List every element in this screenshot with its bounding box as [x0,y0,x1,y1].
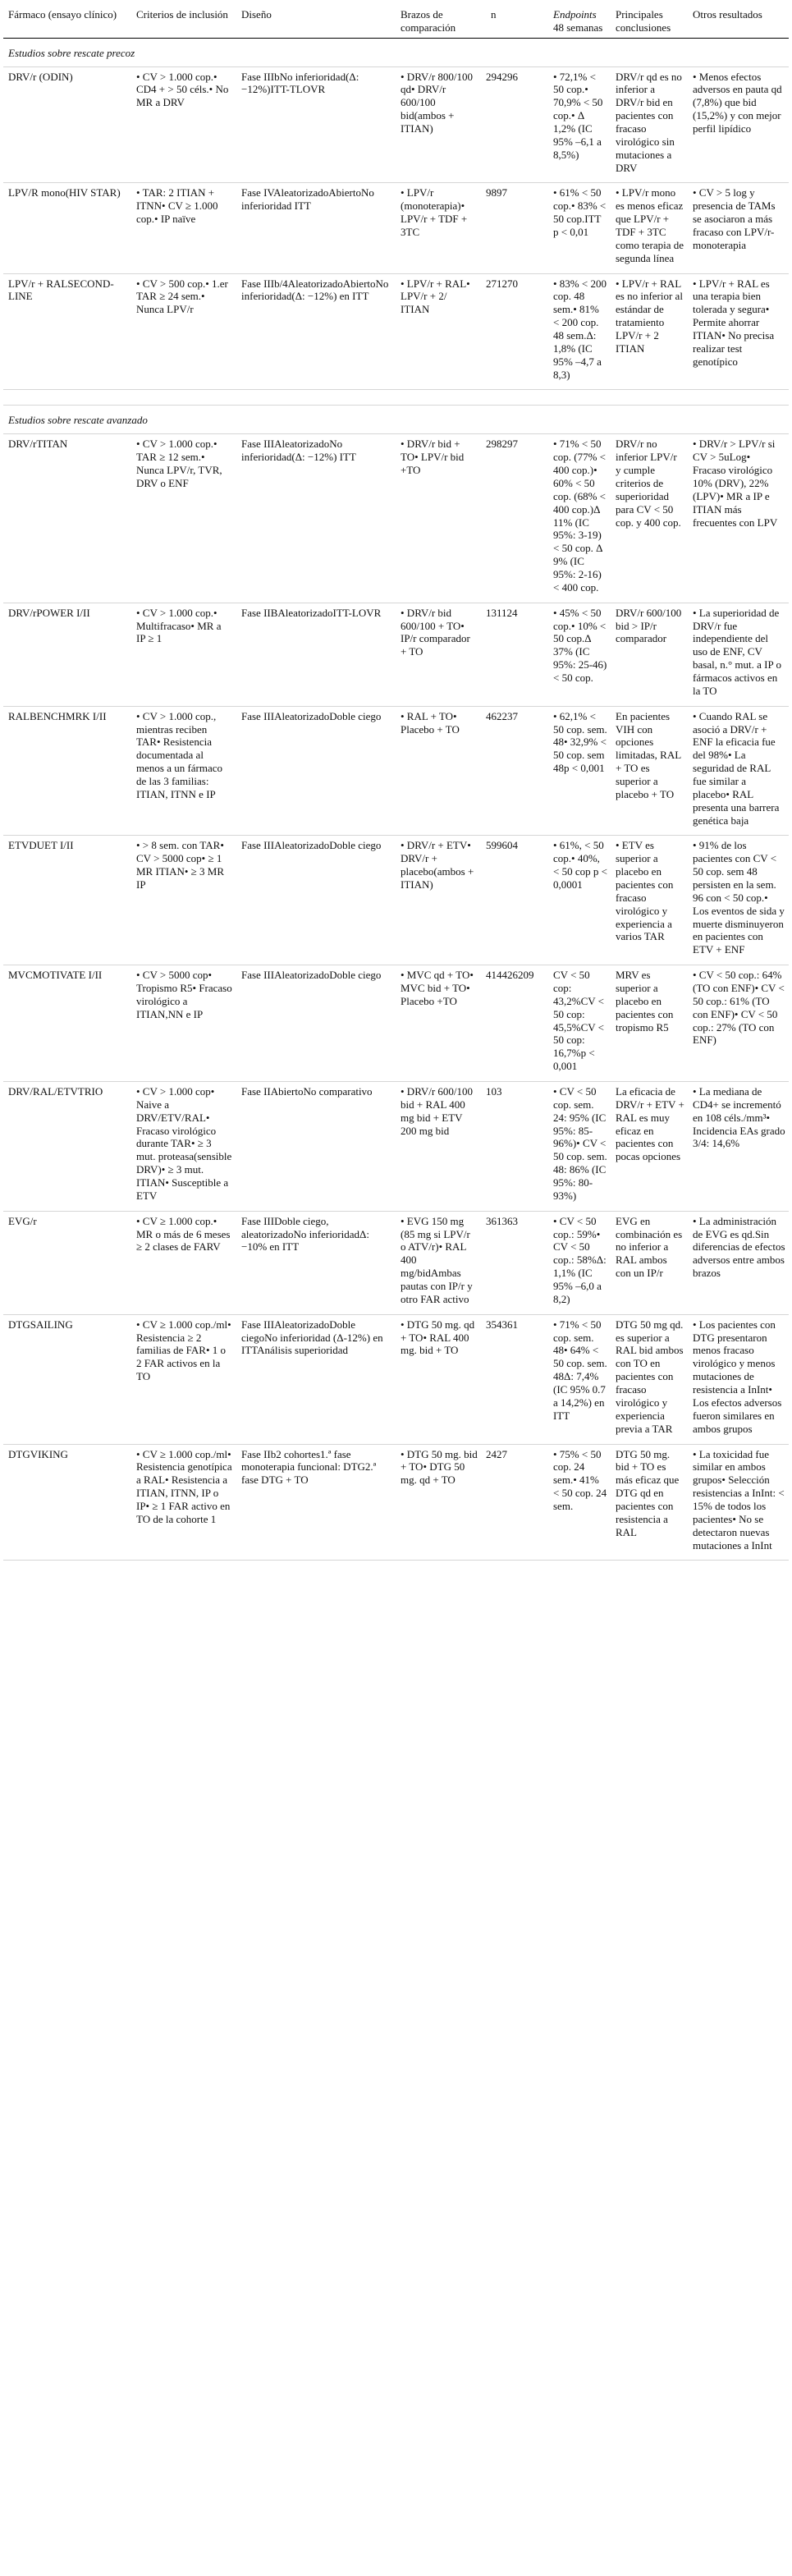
cell-conclusiones: La eficacia de DRV/r + ETV + RAL es muy eficaz en pacientes con pocas opciones [611,1082,688,1212]
header-criterios: Criterios de inclusión [131,3,236,38]
cell-brazos: • EVG 150 mg (85 mg si LPV/r o ATV/r)• RAL 400 mg/bidAmbas pautas con IP/r y otro FAR activo [396,1211,481,1314]
cell-farmaco: MVCMOTIVATE I/II [3,965,131,1082]
cell-criterios: • CV > 1.000 cop., mientras reciben TAR• Resistencia documentada al menos a un fármaco de las 3 familias: ITIAN, ITNN e IP [131,706,236,836]
cell-conclusiones: EVG en combinación es no inferior a RAL ambos con un IP/r [611,1211,688,1314]
cell-n: 298297 [481,434,548,603]
cell-farmaco: ETVDUET I/II [3,836,131,965]
cell-brazos: • MVC qd + TO• MVC bid + TO• Placebo +TO [396,965,481,1082]
cell-endpoints: • 83% < 200 cop. 48 sem.• 81% < 200 cop. 48 sem.Δ: 1,8% (IC 95% –4,7 a 8,3) [548,273,611,390]
cell-n: 131124 [481,603,548,706]
cell-n: 361363 [481,1211,548,1314]
cell-otros: • CV > 5 log y presencia de TAMs se asociaron a más fracaso con LPV/r-monoterapia [688,183,789,273]
section-heading-row [3,406,789,434]
cell-criterios: • CV ≥ 1.000 cop.• MR o más de 6 meses ≥ 2 clases de FARV [131,1211,236,1314]
cell-endpoints: • 61%, < 50 cop.• 40%, < 50 cop p < 0,0001 [548,836,611,965]
cell-farmaco: DRV/RAL/ETVTRIO [3,1082,131,1212]
cell-conclusiones: DRV/r no inferior LPV/r y cumple criterios de superioridad para CV < 50 cop. y 400 cop. [611,434,688,603]
cell-farmaco: DRV/rTITAN [3,434,131,603]
table-row [3,836,789,965]
cell-otros: • CV < 50 cop.: 64% (TO con ENF)• CV < 50 cop.: 61% (TO con ENF)• CV < 50 cop.: 27% (TO con ENF) [688,965,789,1082]
cell-farmaco: DRV/r (ODIN) [3,66,131,183]
cell-endpoints: CV < 50 cop: 43,2%CV < 50 cop: 45,5%CV < 50 cop: 16,7%p < 0,001 [548,965,611,1082]
cell-endpoints: • 72,1% < 50 cop.• 70,9% < 50 cop.• Δ 1,2% (IC 95% –6,1 a 8,5%) [548,66,611,183]
cell-criterios: • CV ≥ 1.000 cop./ml• Resistencia ≥ 2 familias de FAR• 1 o 2 FAR activos en la TO [131,1314,236,1444]
cell-criterios: • CV > 1.000 cop• Naive a DRV/ETV/RAL• Fracaso virológico durante TAR• ≥ 3 mut. proteasa(sensible DRV)• ≥ 3 mut. ITIAN• Susceptible a ETV [131,1082,236,1212]
cell-criterios: • CV > 1.000 cop.• TAR ≥ 12 sem.• Nunca LPV/r, TVR, DRV o ENF [131,434,236,603]
table-row [3,1444,789,1561]
cell-otros: • Menos efectos adversos en pauta qd (7,8%) que bid (15,2%) y con mejor perfil lipídico [688,66,789,183]
cell-otros: • La administración de EVG es qd.Sin diferencias de efectos adversos entre ambos brazos [688,1211,789,1314]
header-brazos: Brazos de comparación [396,3,481,38]
cell-diseno: Fase IIIAleatorizadoDoble ciego [236,965,396,1082]
cell-diseno: Fase IVAleatorizadoAbiertoNo inferioridad ITT [236,183,396,273]
cell-brazos: • DRV/r bid + TO• LPV/r bid +TO [396,434,481,603]
cell-otros: • DRV/r > LPV/r si CV > 5uLog• Fracaso virológico 10% (DRV), 22% (LPV)• MR a IP e ITIAN más frecuentes con LPV [688,434,789,603]
table-row [3,434,789,603]
section-spacer [3,390,789,406]
table-row [3,965,789,1082]
cell-otros: • La toxicidad fue similar en ambos grupos• Selección resistencias a InInt: < 15% de todos los pacientes• No se detectaron nuevas mutaciones a InInt [688,1444,789,1561]
cell-brazos: • LPV/r + RAL• LPV/r + 2/ ITIAN [396,273,481,390]
cell-brazos: • RAL + TO• Placebo + TO [396,706,481,836]
cell-brazos: • DRV/r bid 600/100 + TO• IP/r comparador + TO [396,603,481,706]
cell-n: 103 [481,1082,548,1212]
cell-farmaco: LPV/R mono(HIV STAR) [3,183,131,273]
cell-otros: • 91% de los pacientes con CV < 50 cop. sem 48 persisten en la sem. 96 con < 50 cop.• Los eventos de sida y muerte disminuyeron en pacientes con ETV + ENF [688,836,789,965]
cell-criterios: • > 8 sem. con TAR• CV > 5000 cop• ≥ 1 MR ITIAN• ≥ 3 MR IP [131,836,236,965]
cell-conclusiones: MRV es superior a placebo en pacientes con tropismo R5 [611,965,688,1082]
cell-otros: • La mediana de CD4+ se incrementó en 108 céls./mm³• Incidencia EAs grado 3/4: 14,6% [688,1082,789,1212]
cell-conclusiones: • LPV/r mono es menos eficaz que LPV/r + TDF + 3TC como terapia de segunda línea [611,183,688,273]
header-otros: Otros resultados [688,3,789,38]
cell-endpoints: • 75% < 50 cop. 24 sem.• 41% < 50 cop. 24 sem. [548,1444,611,1561]
cell-conclusiones: • LPV/r + RAL es no inferior al estándar de tratamiento LPV/r + 2 ITIAN [611,273,688,390]
header-n: n [481,3,548,38]
table-row [3,1082,789,1212]
section-title: Estudios sobre rescate avanzado [3,406,789,434]
cell-n: 354361 [481,1314,548,1444]
cell-n: 9897 [481,183,548,273]
cell-criterios: • CV ≥ 1.000 cop./ml• Resistencia genotípica a RAL• Resistencia a ITIAN, ITNN, IP o IP• ≥ 1 FAR activo en TO de la cohorte 1 [131,1444,236,1561]
cell-criterios: • CV > 5000 cop• Tropismo R5• Fracaso virológico a ITIAN,NN e IP [131,965,236,1082]
table-row [3,66,789,183]
cell-diseno: Fase IIIAleatorizadoDoble ciego [236,836,396,965]
cell-criterios: • TAR: 2 ITIAN + ITNN• CV ≥ 1.000 cop.• IP naïve [131,183,236,273]
cell-farmaco: EVG/r [3,1211,131,1314]
cell-endpoints: • 71% < 50 cop. sem. 48• 64% < 50 cop. sem. 48Δ: 7,4% (IC 95% 0.7 a 14,2%) en ITT [548,1314,611,1444]
cell-farmaco: LPV/r + RALSECOND-LINE [3,273,131,390]
cell-otros: • Cuando RAL se asoció a DRV/r + ENF la eficacia fue del 98%• La seguridad de RAL fue similar a placebo• RAL presenta una barrera genética baja [688,706,789,836]
table-row [3,603,789,706]
cell-conclusiones: • ETV es superior a placebo en pacientes con fracaso virológico y experiencia a varios TAR [611,836,688,965]
table-row [3,1211,789,1314]
cell-criterios: • CV > 500 cop.• 1.er TAR ≥ 24 sem.• Nunca LPV/r [131,273,236,390]
cell-farmaco: RALBENCHMRK I/II [3,706,131,836]
header-farmaco: Fármaco (ensayo clínico) [3,3,131,38]
cell-endpoints: • 71% < 50 cop. (77% < 400 cop.)• 60% < 50 cop. (68% < 400 cop.)Δ 11% (IC 95%: 3-19) < 50 cop. Δ 9% (IC 95%: 2-16) < 400 cop. [548,434,611,603]
table-row [3,273,789,390]
section-title: Estudios sobre rescate precoz [3,38,789,66]
cell-n: 271270 [481,273,548,390]
table-body [3,38,789,1561]
table-row [3,1314,789,1444]
cell-conclusiones: DRV/r 600/100 bid > IP/r comparador [611,603,688,706]
cell-n: 462237 [481,706,548,836]
cell-diseno: Fase IIIAleatorizadoDoble ciego [236,706,396,836]
cell-farmaco: DTGVIKING [3,1444,131,1561]
spacer-cell [3,390,789,406]
cell-conclusiones: DTG 50 mg qd. es superior a RAL bid ambos con TO en pacientes con fracaso virológico y experiencia previa a TAR [611,1314,688,1444]
header-endpoints [548,3,611,38]
cell-brazos: • DTG 50 mg. qd + TO• RAL 400 mg. bid + TO [396,1314,481,1444]
cell-diseno: Fase IIIAleatorizadoNo inferioridad(Δ: −12%) ITT [236,434,396,603]
header-conclusiones: Principales conclusiones [611,3,688,38]
cell-brazos: • DRV/r + ETV• DRV/r + placebo(ambos + ITIAN) [396,836,481,965]
cell-endpoints: • CV < 50 cop. sem. 24: 95% (IC 95%: 85-96%)• CV < 50 cop. sem. 48: 86% (IC 95%: 80-93%) [548,1082,611,1212]
cell-n: 414426209 [481,965,548,1082]
table-header [3,3,789,38]
cell-n: 294296 [481,66,548,183]
cell-conclusiones: DTG 50 mg. bid + TO es más eficaz que DTG qd en pacientes con resistencia a RAL [611,1444,688,1561]
cell-diseno: Fase IIIb/4AleatorizadoAbiertoNo inferioridad(Δ: −12%) en ITT [236,273,396,390]
cell-conclusiones: En pacientes VIH con opciones limitadas, RAL + TO es superior a placebo + TO [611,706,688,836]
cell-diseno: Fase IIAbiertoNo comparativo [236,1082,396,1212]
cell-diseno: Fase IIIDoble ciego, aleatorizadoNo inferioridadΔ: −10% en ITT [236,1211,396,1314]
cell-brazos: • DTG 50 mg. bid + TO• DTG 50 mg. qd + TO [396,1444,481,1561]
table-row [3,706,789,836]
cell-diseno: Fase IIBAleatorizadoITT-LOVR [236,603,396,706]
cell-otros: • La superioridad de DRV/r fue independiente del uso de ENF, CV basal, n.° mut. a IP o fármacos activos en la TO [688,603,789,706]
cell-brazos: • DRV/r 800/100 qd• DRV/r 600/100 bid(ambos + ITIAN) [396,66,481,183]
cell-farmaco: DRV/rPOWER I/II [3,603,131,706]
header-diseno: Diseño [236,3,396,38]
cell-criterios: • CV > 1.000 cop.• Multifracaso• MR a IP ≥ 1 [131,603,236,706]
clinical-trials-table [3,3,789,1561]
cell-endpoints: • 61% < 50 cop.• 83% < 50 cop.ITT p < 0,01 [548,183,611,273]
cell-diseno: Fase IIb2 cohortes1.ª fase monoterapia funcional: DTG2.ª fase DTG + TO [236,1444,396,1561]
cell-endpoints: • CV < 50 cop.: 59%• CV < 50 cop.: 58%Δ: 1,1% (IC 95% –6,0 a 8,2) [548,1211,611,1314]
cell-diseno: Fase IIIAleatorizadoDoble ciegoNo inferioridad (Δ-12%) en ITTAnálisis superioridad [236,1314,396,1444]
cell-farmaco: DTGSAILING [3,1314,131,1444]
header-endpoints-rest: 48 semanas [553,21,603,34]
cell-endpoints: • 62,1% < 50 cop. sem. 48• 32,9% < 50 cop. sem 48p < 0,001 [548,706,611,836]
table-row [3,183,789,273]
cell-n: 2427 [481,1444,548,1561]
cell-diseno: Fase IIIbNo inferioridad(Δ: −12%)ITT-TLOVR [236,66,396,183]
cell-otros: • Los pacientes con DTG presentaron menos fracaso virológico y menos mutaciones de resistencia a InInt• Los efectos adversos fueron similares en ambos grupos [688,1314,789,1444]
cell-criterios: • CV > 1.000 cop.• CD4 + > 50 céls.• No MR a DRV [131,66,236,183]
cell-brazos: • LPV/r (monoterapia)• LPV/r + TDF + 3TC [396,183,481,273]
cell-n: 599604 [481,836,548,965]
section-heading-row [3,38,789,66]
cell-otros: • LPV/r + RAL es una terapia bien tolerada y segura• Permite ahorrar ITIAN• No precisa realizar test genotípico [688,273,789,390]
cell-endpoints: • 45% < 50 cop.• 10% < 50 cop.Δ 37% (IC 95%: 25-46) < 50 cop. [548,603,611,706]
header-endpoints-em: Endpoints [553,8,597,21]
cell-conclusiones: DRV/r qd es no inferior a DRV/r bid en pacientes con fracaso virológico sin mutaciones a DRV [611,66,688,183]
cell-brazos: • DRV/r 600/100 bid + RAL 400 mg bid + ETV 200 mg bid [396,1082,481,1212]
